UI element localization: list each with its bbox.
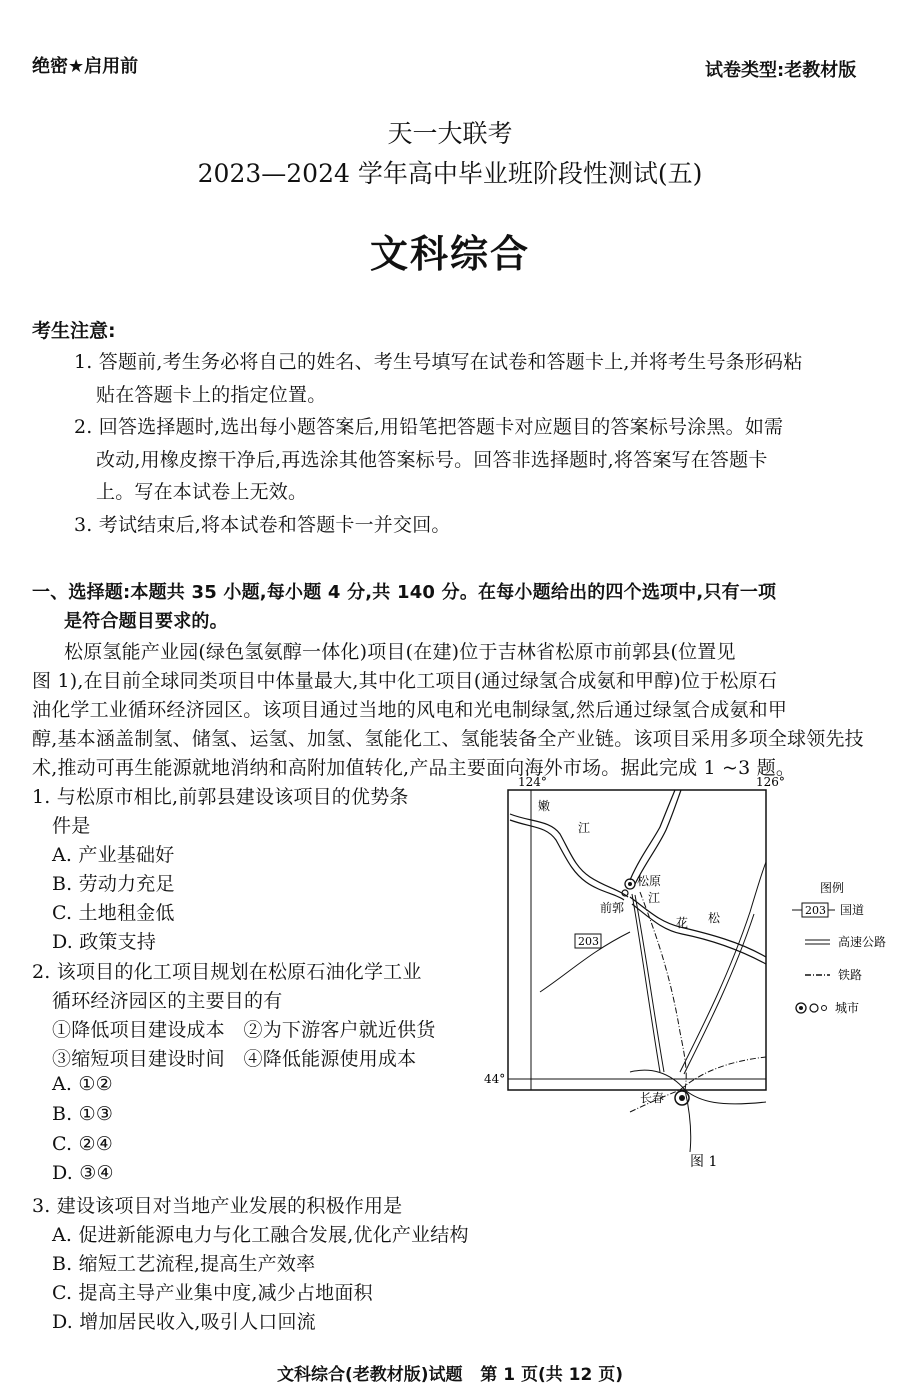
q1-option-a: A. 产业基础好 [52,844,175,866]
legend-railway: 铁路 [838,968,863,982]
label-jiang: 江 [578,821,591,835]
notice-line: 改动,用橡皮擦干净后,再选涂其他答案标号。回答非选择题时,将答案写在答题卡 [96,449,768,471]
paper-type: 试卷类型:老教材版 [705,60,857,81]
q2-stem: 2. 该项目的化工项目规划在松原石油化学工业 [32,961,422,983]
q2-option-d: D. ③④ [52,1162,114,1184]
q2-choices-1: ①降低项目建设成本 ②为下游客户就近供货 [52,1019,436,1041]
river-nen [510,814,628,897]
legend-city: 城市 [835,1001,860,1015]
q2-option-c: C. ②④ [52,1133,114,1155]
legend-road-num: 203 [805,904,826,917]
q3-option-c: C. 提高主导产业集中度,减少占地面积 [52,1282,373,1304]
q2-option-b: B. ①③ [52,1103,114,1125]
passage-line: 术,推动可再生能源就地消纳和高附加值转化,产品主要面向海外市场。据此完成 1 ~3 题。 [32,757,796,779]
passage-line: 图 1),在目前全球同类项目中体量最大,其中化工项目(通过绿氢合成氨和甲醇)位于松原石 [32,670,778,692]
q2-stem-cont: 循环经济园区的主要目的有 [52,990,283,1012]
national-road-203 [632,894,660,1072]
q1-stem-cont: 件是 [52,815,91,837]
label-song: 松 [708,911,721,925]
q1-option-b: B. 劳动力充足 [52,873,175,895]
q3-option-d: D. 增加居民收入,吸引人口回流 [52,1311,316,1333]
q1-option-d: D. 政策支持 [52,931,157,953]
legend-expressway: 高速公路 [838,935,887,949]
label-203: 203 [578,935,599,948]
river-songhua-upper [630,790,675,880]
notice-heading: 考生注意: [32,320,116,342]
lon-label-left: 124° [518,775,547,789]
confidential-mark: 绝密★启用前 [32,56,139,77]
notice-line: 2. 回答选择题时,选出每小题答案后,用铅笔把答题卡对应题目的答案标号涂黑。如需 [74,416,784,438]
river-songhua [630,897,766,957]
expressway-east [680,862,766,1072]
legend-national-road: 国道 [840,903,865,917]
q1-stem: 1. 与松原市相比,前郭县建设该项目的优势条 [32,786,409,808]
lat-label: 44° [484,1072,506,1086]
q1-option-c: C. 土地租金低 [52,902,175,924]
page-footer: 文科综合(老教材版)试题 第 1 页(共 12 页) [277,1365,623,1385]
label-nen: 嫩 [538,799,551,813]
location-map [480,772,900,1182]
label-hua: 花 [676,916,689,930]
notice-line: 上。写在本试卷上无效。 [96,481,308,503]
q3-stem: 3. 建设该项目对当地产业发展的积极作用是 [32,1195,403,1217]
q3-option-a: A. 促进新能源电力与化工融合发展,优化产业结构 [52,1224,469,1246]
q3-option-b: B. 缩短工艺流程,提高生产效率 [52,1253,316,1275]
exam-subtitle: 2023—2024 学年高中毕业班阶段性测试(五) [197,159,703,188]
q2-choices-2: ③缩短项目建设时间 ④降低能源使用成本 [52,1048,417,1070]
page-title: 文科综合 [369,232,530,276]
legend-title: 图例 [820,881,845,895]
section-heading-cont: 是符合题目要求的。 [64,611,228,632]
label-jiang2: 江 [648,891,661,905]
label-songyuan: 松原 [637,874,662,888]
notice-line: 贴在答题卡上的指定位置。 [96,384,327,406]
notice-line: 3. 考试结束后,将本试卷和答题卡一并交回。 [74,514,451,536]
lon-label-right: 126° [756,775,785,789]
q2-option-a: A. ①② [52,1073,113,1095]
figure-caption: 图 1 [690,1154,718,1170]
label-qianguo: 前郭 [600,901,625,915]
label-changchun: 长春 [640,1091,665,1105]
notice-line: 1. 答题前,考生务必将自己的姓名、考生号填写在试卷和答题卡上,并将考生号条形码粘 [74,351,803,373]
passage-line: 松原氢能产业园(绿色氢氨醇一体化)项目(在建)位于吉林省松原市前郭县(位置见 [64,641,736,663]
section-heading: 一、选择题:本题共 35 小题,每小题 4 分,共 140 分。在每小题给出的四个选项中,只有一项 [32,582,777,603]
passage-line: 醇,基本涵盖制氢、储氢、运氢、加氢、氢能化工、氢能装备全产业链。该项目采用多项全球领先技 [32,728,864,750]
exam-organizer: 天一大联考 [387,119,513,148]
passage-line: 油化学工业循环经济园区。该项目通过当地的风电和光电制绿氢,然后通过绿氢合成氨和甲 [32,699,788,721]
